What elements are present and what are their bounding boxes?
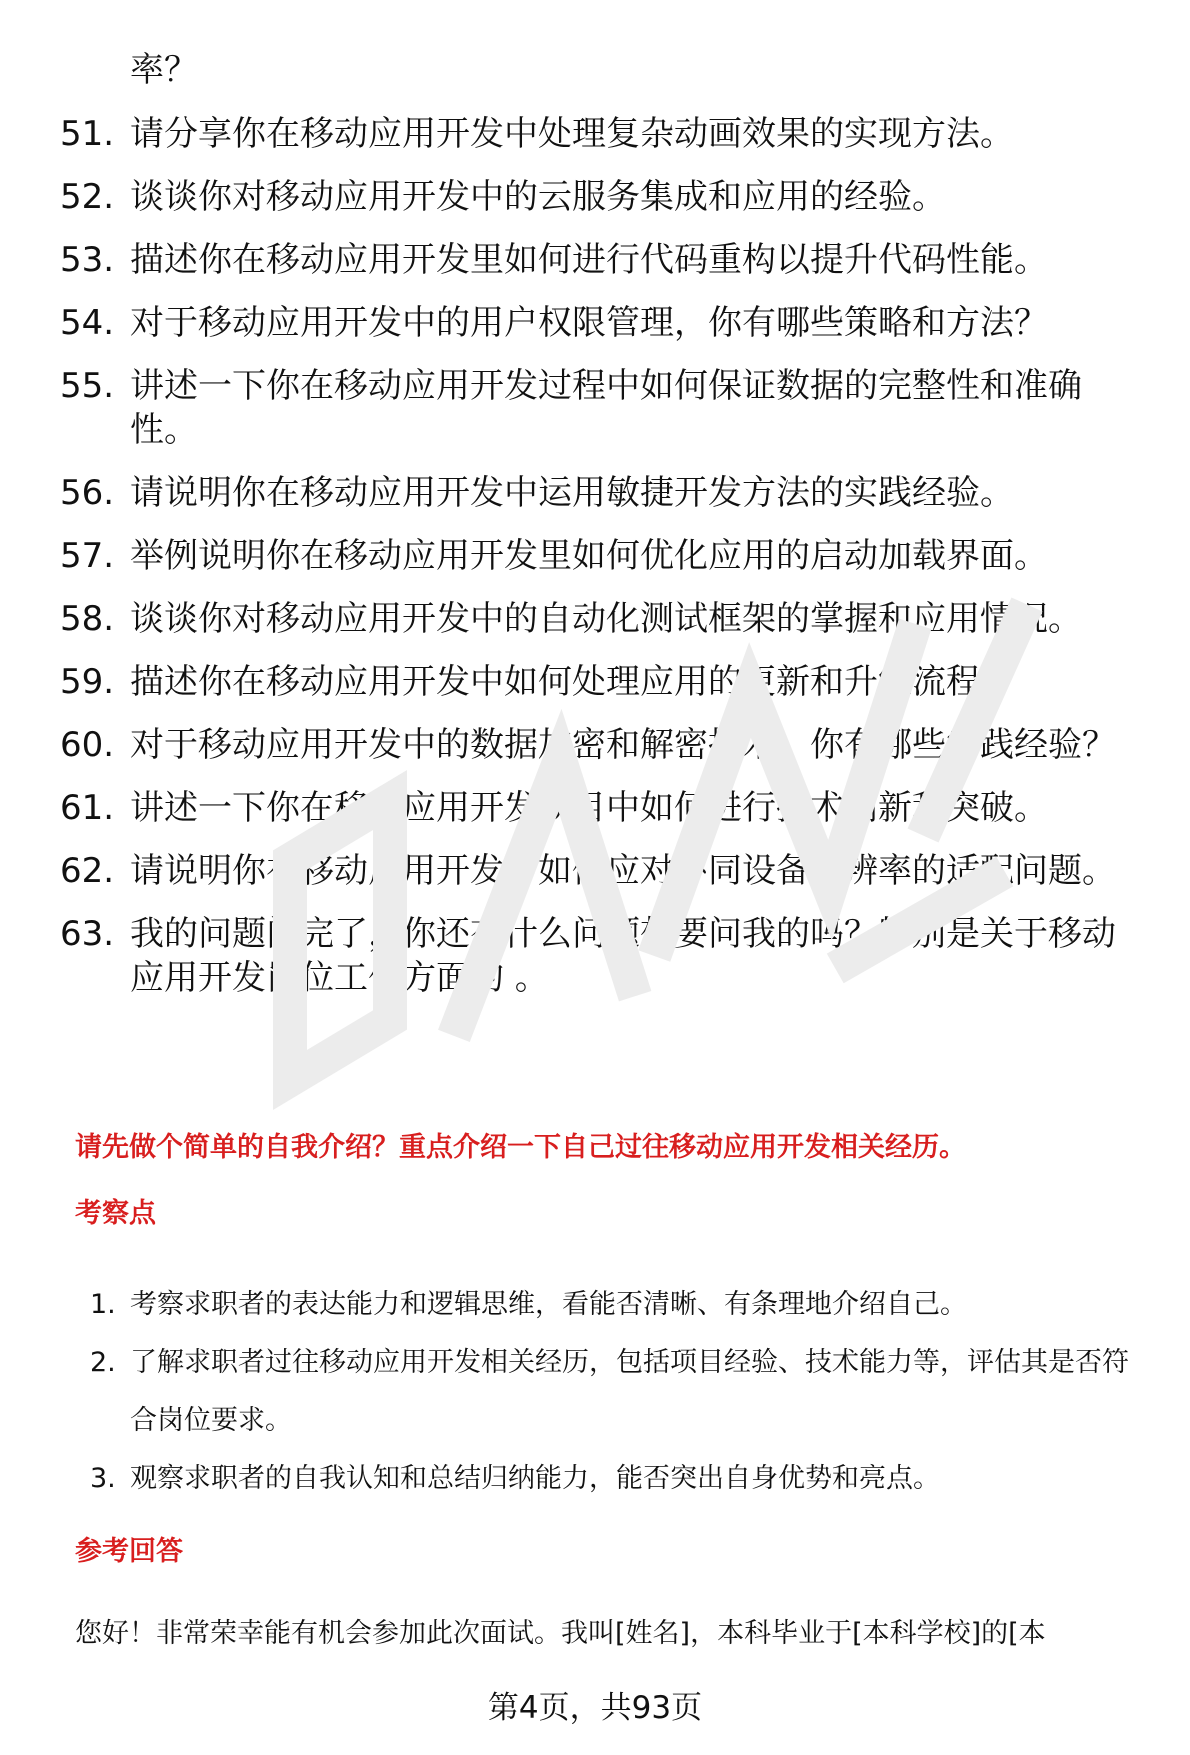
question-text: 讲述一下你在移动应用开发过程中如何保证数据的完整性和准确性。 <box>130 366 1082 450</box>
question-list <box>0 112 1190 1019</box>
question-text: 请分享你在移动应用开发中处理复杂动画效果的实现方法。 <box>130 114 1014 154</box>
reference-answer-text: 您好！非常荣幸能有机会参加此次面试。我叫[姓名]，本科毕业于[本科学校]的[本 <box>75 1618 1046 1649</box>
question-number: 59. <box>60 662 115 702</box>
question-item <box>0 912 1190 1000</box>
assessment-point-list <box>0 1276 1190 1508</box>
question-number: 57. <box>60 536 115 576</box>
question-text: 我的问题问完了，你还有什么问题想要问我的吗？特别是关于移动应用开发岗位工作方面的 。 <box>130 914 1116 998</box>
question-item <box>0 238 1190 282</box>
question-number: 60. <box>60 725 115 765</box>
point-text: 考察求职者的表达能力和逻辑思维，看能否清晰、有条理地介绍自己。 <box>130 1289 967 1320</box>
question-text: 请说明你在移动应用开发中如何应对不同设备分辨率的适配问题。 <box>130 851 1116 891</box>
question-item <box>0 723 1190 767</box>
question-text: 举例说明你在移动应用开发里如何优化应用的启动加载界面。 <box>130 536 1048 576</box>
question-item <box>0 112 1190 156</box>
featured-question-heading: 请先做个简单的自我介绍？重点介绍一下自己过往移动应用开发相关经历。 <box>75 1132 966 1163</box>
question-number: 62. <box>60 851 115 891</box>
question-text: 对于移动应用开发中的数据加密和解密技术，你有哪些实践经验？ <box>130 725 1116 765</box>
assessment-point <box>0 1276 1190 1334</box>
question-number: 61. <box>60 788 115 828</box>
question-number: 52. <box>60 177 115 217</box>
point-text: 观察求职者的自我认知和总结归纳能力，能否突出自身优势和亮点。 <box>130 1463 940 1494</box>
question-item <box>0 175 1190 219</box>
question-item <box>0 364 1190 452</box>
question-item <box>0 786 1190 830</box>
question-number: 63. <box>60 914 115 954</box>
question-number: 51. <box>60 114 115 154</box>
question-number: 54. <box>60 303 115 343</box>
assessment-point <box>0 1450 1190 1508</box>
question-number: 53. <box>60 240 115 280</box>
question-text: 描述你在移动应用开发中如何处理应用的更新和升级流程。 <box>130 662 1014 702</box>
assessment-heading: 考察点 <box>75 1198 156 1229</box>
point-number: 3. <box>90 1463 116 1494</box>
question-item <box>0 534 1190 578</box>
question-item <box>0 301 1190 345</box>
question-item <box>0 849 1190 893</box>
question-text: 请说明你在移动应用开发中运用敏捷开发方法的实践经验。 <box>130 473 1014 513</box>
point-number: 1. <box>90 1289 116 1320</box>
point-number: 2. <box>90 1347 116 1378</box>
question-text: 讲述一下你在移动应用开发项目中如何进行技术创新和突破。 <box>130 788 1048 828</box>
question-item <box>0 597 1190 641</box>
question-text: 谈谈你对移动应用开发中的自动化测试框架的掌握和应用情况。 <box>130 599 1082 639</box>
question-number: 56. <box>60 473 115 513</box>
question-number: 55. <box>60 366 115 406</box>
question-item <box>0 471 1190 515</box>
reference-answer-heading: 参考回答 <box>75 1536 183 1567</box>
question-text: 对于移动应用开发中的用户权限管理，你有哪些策略和方法？ <box>130 303 1048 343</box>
continued-question-text: 率？ <box>130 50 198 90</box>
point-text: 了解求职者过往移动应用开发相关经历，包括项目经验、技术能力等，评估其是否符合岗位要求。 <box>130 1347 1129 1436</box>
question-item <box>0 660 1190 704</box>
question-text: 谈谈你对移动应用开发中的云服务集成和应用的经验。 <box>130 177 946 217</box>
assessment-point <box>0 1334 1190 1450</box>
question-text: 描述你在移动应用开发里如何进行代码重构以提升代码性能。 <box>130 240 1048 280</box>
question-number: 58. <box>60 599 115 639</box>
page-footer: 第4页，共93页 <box>487 1690 703 1726</box>
